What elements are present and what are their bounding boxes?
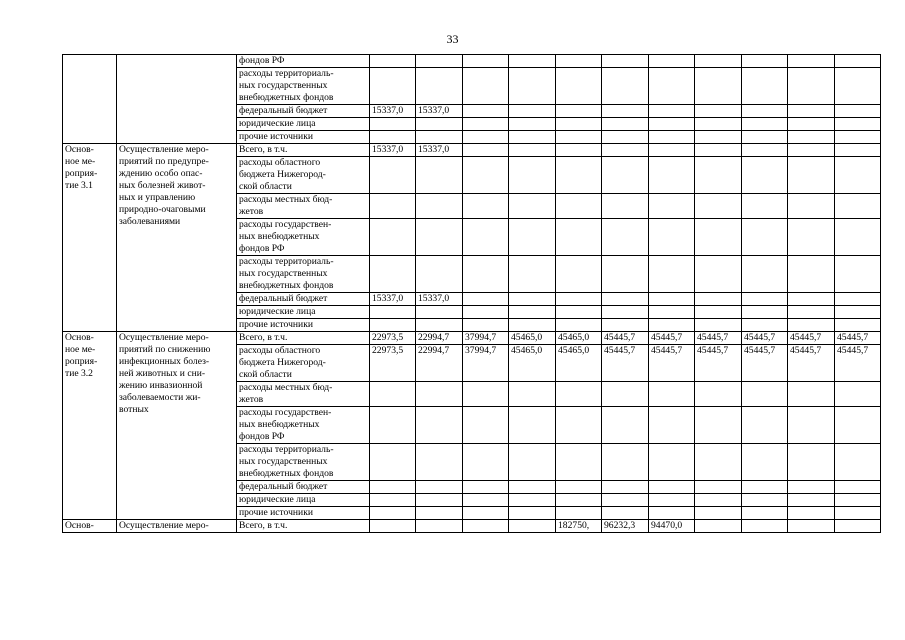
funding-source-cell: юридические лица (237, 494, 370, 507)
measure-name-cell: Осуществление меро- приятий по предупре- ждению особо опас- ных болезней живот- ных и управлению природно-очаговыми заболеваниями (117, 144, 237, 332)
value-cell (463, 520, 509, 533)
value-cell (649, 256, 695, 293)
value-cell: 45445,7 (742, 345, 788, 382)
value-cell (509, 118, 556, 131)
value-cell: 45445,7 (649, 345, 695, 382)
value-cell: 45445,7 (649, 332, 695, 345)
value-cell (788, 105, 835, 118)
value-cell (788, 68, 835, 105)
value-cell (742, 494, 788, 507)
value-cell (695, 118, 742, 131)
value-cell (835, 157, 881, 194)
value-cell (602, 68, 649, 105)
value-cell (556, 306, 602, 319)
value-cell (463, 194, 509, 219)
value-cell: 45465,0 (509, 332, 556, 345)
value-cell (742, 481, 788, 494)
value-cell: 22973,5 (370, 345, 416, 382)
value-cell (556, 105, 602, 118)
value-cell: 22994,7 (416, 332, 463, 345)
value-cell (556, 407, 602, 444)
value-cell (835, 520, 881, 533)
value-cell (463, 68, 509, 105)
value-cell (649, 144, 695, 157)
funding-source-cell: федеральный бюджет (237, 105, 370, 118)
value-cell (649, 157, 695, 194)
value-cell (649, 194, 695, 219)
funding-source-cell: расходы территориаль- ных государственных внебюджетных фондов (237, 68, 370, 105)
value-cell (788, 407, 835, 444)
value-cell (509, 131, 556, 144)
value-cell (602, 118, 649, 131)
value-cell (370, 68, 416, 105)
value-cell (416, 481, 463, 494)
value-cell: 45465,0 (556, 332, 602, 345)
value-cell (742, 219, 788, 256)
value-cell (463, 481, 509, 494)
value-cell (835, 55, 881, 68)
measure-code-cell: Основ- (63, 520, 117, 533)
value-cell (788, 306, 835, 319)
value-cell (463, 105, 509, 118)
value-cell (649, 118, 695, 131)
value-cell (370, 118, 416, 131)
value-cell (835, 131, 881, 144)
value-cell (835, 444, 881, 481)
value-cell (695, 131, 742, 144)
value-cell (370, 494, 416, 507)
value-cell: 45445,7 (788, 345, 835, 382)
value-cell (509, 55, 556, 68)
value-cell (463, 293, 509, 306)
value-cell (370, 407, 416, 444)
value-cell (416, 507, 463, 520)
value-cell (370, 444, 416, 481)
value-cell (835, 407, 881, 444)
value-cell: 45445,7 (695, 345, 742, 382)
value-cell: 45445,7 (835, 332, 881, 345)
funding-source-cell: прочие источники (237, 507, 370, 520)
value-cell (370, 194, 416, 219)
value-cell (788, 319, 835, 332)
value-cell (649, 105, 695, 118)
value-cell: 96232,3 (602, 520, 649, 533)
value-cell (835, 105, 881, 118)
value-cell: 45445,7 (788, 332, 835, 345)
value-cell: 22994,7 (416, 345, 463, 382)
measure-name-cell: Осуществление меро- приятий по снижению инфекционных болез- ней животных и сни- жению инвазионной заболеваемости жи- вотных (117, 332, 237, 520)
value-cell (509, 256, 556, 293)
value-cell (835, 144, 881, 157)
value-cell (416, 256, 463, 293)
value-cell (742, 444, 788, 481)
funding-source-cell: расходы территориаль- ных государственных внебюджетных фондов (237, 256, 370, 293)
value-cell (649, 68, 695, 105)
value-cell (695, 494, 742, 507)
value-cell (509, 194, 556, 219)
value-cell (463, 256, 509, 293)
value-cell (463, 55, 509, 68)
value-cell (742, 118, 788, 131)
value-cell (370, 319, 416, 332)
value-cell (742, 507, 788, 520)
value-cell (463, 219, 509, 256)
value-cell (788, 194, 835, 219)
value-cell: 15337,0 (416, 293, 463, 306)
value-cell (416, 131, 463, 144)
value-cell (695, 444, 742, 481)
value-cell (509, 507, 556, 520)
value-cell (416, 382, 463, 407)
value-cell (370, 55, 416, 68)
value-cell (695, 256, 742, 293)
value-cell (602, 157, 649, 194)
value-cell (835, 68, 881, 105)
value-cell (742, 144, 788, 157)
value-cell (463, 131, 509, 144)
value-cell (602, 407, 649, 444)
value-cell (602, 444, 649, 481)
value-cell (695, 68, 742, 105)
value-cell (370, 157, 416, 194)
funding-source-cell: федеральный бюджет (237, 293, 370, 306)
value-cell (742, 68, 788, 105)
value-cell (416, 219, 463, 256)
funding-source-cell: прочие источники (237, 131, 370, 144)
value-cell (835, 219, 881, 256)
funding-source-cell: юридические лица (237, 306, 370, 319)
value-cell (695, 144, 742, 157)
value-cell (788, 520, 835, 533)
value-cell (788, 444, 835, 481)
value-cell (556, 444, 602, 481)
funding-source-cell: расходы местных бюд- жетов (237, 382, 370, 407)
value-cell (370, 382, 416, 407)
value-cell (649, 444, 695, 481)
value-cell (463, 306, 509, 319)
value-cell (463, 407, 509, 444)
value-cell (556, 118, 602, 131)
value-cell (509, 68, 556, 105)
table-row (63, 55, 881, 68)
page-number: 33 (446, 32, 459, 46)
value-cell (509, 105, 556, 118)
value-cell (602, 293, 649, 306)
value-cell (742, 157, 788, 194)
value-cell (416, 407, 463, 444)
value-cell: 45445,7 (695, 332, 742, 345)
value-cell (370, 306, 416, 319)
value-cell (695, 382, 742, 407)
measure-code-cell (63, 55, 117, 144)
value-cell (742, 55, 788, 68)
value-cell: 45445,7 (602, 332, 649, 345)
value-cell (742, 105, 788, 118)
value-cell (742, 194, 788, 219)
funding-source-cell: расходы территориаль- ных государственных внебюджетных фондов (237, 444, 370, 481)
value-cell (695, 407, 742, 444)
table-row (63, 144, 881, 157)
value-cell: 15337,0 (370, 293, 416, 306)
funding-source-cell: Всего, в т.ч. (237, 332, 370, 345)
value-cell (742, 256, 788, 293)
value-cell (463, 382, 509, 407)
value-cell (742, 131, 788, 144)
value-cell (463, 319, 509, 332)
value-cell (695, 55, 742, 68)
value-cell (602, 481, 649, 494)
funding-source-cell: фондов РФ (237, 55, 370, 68)
value-cell (556, 293, 602, 306)
value-cell (370, 219, 416, 256)
value-cell (695, 306, 742, 319)
measure-code-cell: Основ- ное ме- роприя- тие 3.2 (63, 332, 117, 520)
funding-source-cell: расходы местных бюд- жетов (237, 194, 370, 219)
value-cell (556, 68, 602, 105)
value-cell (463, 507, 509, 520)
value-cell (370, 481, 416, 494)
value-cell (463, 118, 509, 131)
value-cell (602, 219, 649, 256)
value-cell (370, 131, 416, 144)
value-cell (509, 407, 556, 444)
funding-source-cell: Всего, в т.ч. (237, 520, 370, 533)
funding-source-cell: расходы областного бюджета Нижегород- ской области (237, 345, 370, 382)
value-cell (649, 319, 695, 332)
value-cell: 37994,7 (463, 332, 509, 345)
value-cell (835, 256, 881, 293)
value-cell (602, 55, 649, 68)
value-cell (556, 507, 602, 520)
value-cell (370, 256, 416, 293)
value-cell (509, 481, 556, 494)
value-cell (509, 144, 556, 157)
value-cell: 15337,0 (416, 105, 463, 118)
value-cell (788, 157, 835, 194)
value-cell (695, 105, 742, 118)
value-cell: 15337,0 (370, 105, 416, 118)
value-cell (463, 157, 509, 194)
value-cell: 15337,0 (370, 144, 416, 157)
table-row (63, 332, 881, 345)
value-cell: 15337,0 (416, 144, 463, 157)
value-cell (695, 157, 742, 194)
value-cell: 22973,5 (370, 332, 416, 345)
value-cell (556, 382, 602, 407)
value-cell (416, 306, 463, 319)
value-cell (509, 157, 556, 194)
value-cell (835, 507, 881, 520)
value-cell (742, 306, 788, 319)
value-cell (695, 319, 742, 332)
value-cell (416, 444, 463, 481)
value-cell (788, 118, 835, 131)
value-cell (788, 219, 835, 256)
value-cell (556, 131, 602, 144)
value-cell (416, 55, 463, 68)
value-cell (649, 306, 695, 319)
value-cell (602, 382, 649, 407)
measure-name-cell: Осуществление меро- (117, 520, 237, 533)
value-cell (463, 444, 509, 481)
value-cell: 45465,0 (509, 345, 556, 382)
value-cell (509, 293, 556, 306)
value-cell (463, 494, 509, 507)
value-cell (416, 157, 463, 194)
value-cell (695, 520, 742, 533)
value-cell: 45445,7 (742, 332, 788, 345)
value-cell (602, 105, 649, 118)
value-cell (835, 293, 881, 306)
value-cell (695, 481, 742, 494)
value-cell (835, 319, 881, 332)
value-cell (835, 118, 881, 131)
value-cell (509, 494, 556, 507)
value-cell (788, 55, 835, 68)
value-cell (416, 68, 463, 105)
value-cell (602, 507, 649, 520)
value-cell: 94470,0 (649, 520, 695, 533)
value-cell (649, 481, 695, 494)
value-cell (509, 444, 556, 481)
value-cell (509, 382, 556, 407)
funding-source-cell: расходы областного бюджета Нижегород- ской области (237, 157, 370, 194)
value-cell (695, 219, 742, 256)
value-cell (602, 306, 649, 319)
measure-name-cell (117, 55, 237, 144)
value-cell (695, 194, 742, 219)
value-cell (649, 293, 695, 306)
value-cell (649, 219, 695, 256)
value-cell (788, 507, 835, 520)
value-cell (788, 144, 835, 157)
value-cell (556, 494, 602, 507)
value-cell (602, 131, 649, 144)
value-cell (370, 507, 416, 520)
measure-code-cell: Основ- ное ме- роприя- тие 3.1 (63, 144, 117, 332)
value-cell (416, 194, 463, 219)
value-cell: 182750, (556, 520, 602, 533)
value-cell: 45445,7 (835, 345, 881, 382)
value-cell (649, 507, 695, 520)
value-cell (416, 319, 463, 332)
funding-source-cell: юридические лица (237, 118, 370, 131)
value-cell (556, 194, 602, 219)
value-cell (602, 256, 649, 293)
value-cell (509, 319, 556, 332)
value-cell (602, 319, 649, 332)
value-cell (556, 55, 602, 68)
value-cell (556, 256, 602, 293)
value-cell (788, 481, 835, 494)
value-cell (835, 481, 881, 494)
value-cell (742, 319, 788, 332)
value-cell (835, 382, 881, 407)
value-cell (742, 407, 788, 444)
value-cell (835, 194, 881, 219)
value-cell (788, 494, 835, 507)
value-cell (556, 219, 602, 256)
value-cell (602, 494, 649, 507)
value-cell (695, 507, 742, 520)
value-cell (416, 118, 463, 131)
value-cell (602, 194, 649, 219)
value-cell (788, 131, 835, 144)
funding-source-cell: федеральный бюджет (237, 481, 370, 494)
funding-source-cell: расходы государствен- ных внебюджетных фондов РФ (237, 219, 370, 256)
value-cell (788, 293, 835, 306)
value-cell (649, 494, 695, 507)
value-cell (788, 256, 835, 293)
value-cell (556, 481, 602, 494)
value-cell (463, 144, 509, 157)
value-cell (556, 157, 602, 194)
value-cell (649, 407, 695, 444)
value-cell (649, 382, 695, 407)
budget-table (62, 54, 881, 533)
value-cell (509, 520, 556, 533)
value-cell (835, 306, 881, 319)
value-cell: 37994,7 (463, 345, 509, 382)
value-cell (788, 382, 835, 407)
value-cell (416, 494, 463, 507)
value-cell (556, 319, 602, 332)
value-cell (742, 382, 788, 407)
table-row (63, 520, 881, 533)
funding-source-cell: Всего, в т.ч. (237, 144, 370, 157)
value-cell (416, 520, 463, 533)
value-cell (649, 55, 695, 68)
value-cell (742, 520, 788, 533)
value-cell (509, 219, 556, 256)
funding-source-cell: расходы государствен- ных внебюджетных фондов РФ (237, 407, 370, 444)
value-cell (509, 306, 556, 319)
value-cell: 45445,7 (602, 345, 649, 382)
value-cell (649, 131, 695, 144)
value-cell (835, 494, 881, 507)
value-cell (370, 520, 416, 533)
value-cell (602, 144, 649, 157)
value-cell: 45465,0 (556, 345, 602, 382)
value-cell (556, 144, 602, 157)
funding-source-cell: прочие источники (237, 319, 370, 332)
value-cell (695, 293, 742, 306)
value-cell (742, 293, 788, 306)
